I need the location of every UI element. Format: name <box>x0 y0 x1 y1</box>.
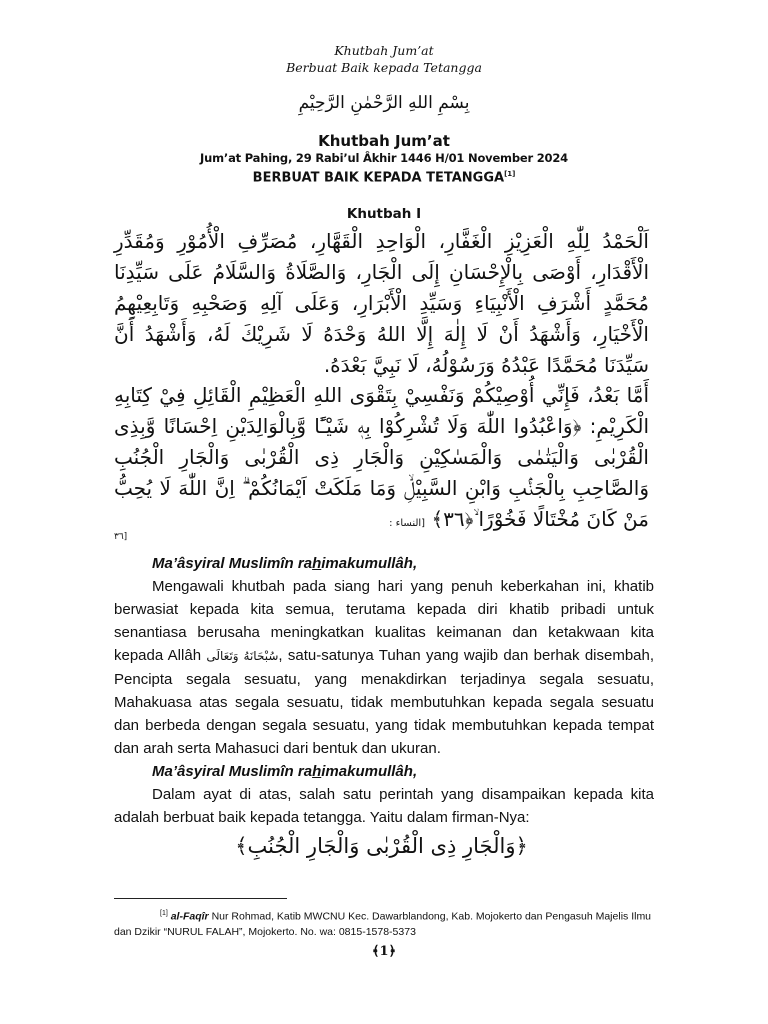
sermon-dateline: Jum’at Pahing, 29 Rabi’ul Âkhir 1446 H/01 November 2024 <box>200 151 568 165</box>
salutation-1 <box>114 552 654 575</box>
paragraph-2: Dalam ayat di atas, salah satu perintah yang disampaikan kepada kita adalah berbuat baik kepada tetangga. Yaitu dalam firman-Nya: <box>114 786 654 826</box>
section-one <box>114 552 654 829</box>
sermon-title: Khutbah Jum’at <box>318 132 450 150</box>
sermon-topic <box>0 166 768 186</box>
salutation-1-after: imakumullâh, <box>321 555 418 572</box>
footnote-author: al-Faqîr <box>170 910 209 923</box>
topic-footnote-marker: [1] <box>504 170 516 178</box>
arabic-opening-text: اَلْحَمْدُ لِلّٰهِ الْعَزِيْزِ الْغَفَّارِ، الْوَاحِدِ الْقَهَّارِ، مُصَرِّفِ الْأُمُوْرِ وَمُقَدِّرِ الْأَقْدَارِ، أَوْصَى بِالْإِحْسَانِ إِلَى الْجَارِ، وَالصَّلَاةُ وَالسَّلَامُ عَلَى سَيِّدِنَا مُحَمَّدٍ أَشْرَفِ الْأَنْبِيَاءِ وَسَيِّدِ الْأَبْرَارِ، وَعَلَى آلِهِ وَصَحْبِهِ وَتَابِعِيْهِمُ الْأَخْيَارِ، وَأَشْهَدُ أَنْ لَا إِلٰهَ إِلَّا اللهُ وَحْدَهُ لَا شَرِيْكَ لَهُ، وَأَشْهَدُ أَنَّ سَيِّدَنَا مُحَمَّدًا عَبْدُهُ وَرَسُوْلُهُ، لَا نَبِيَّ بَعْدَهُ. <box>114 229 649 377</box>
ayah-number: ٣٦] <box>114 532 128 542</box>
paragraph-1-arabic: سُبْحَانَهُ وَتَعَالَى <box>206 649 279 663</box>
paragraph-1-before: Mengawali khutbah pada siang hari yang penuh keberkahan ini, khatib berwasiat kepada kita semua, terutama kepada diri khatib pribadi untuk senantiasa berusaha meningkatkan kualitas keimanan dan ketakwaan kita kepada Allâh <box>114 578 654 664</box>
salutation-2-before: Ma’âsyiral Muslimîn ra <box>152 763 313 780</box>
salutation-2 <box>114 760 654 783</box>
footnote-divider <box>114 898 287 899</box>
salutation-2-after: imakumullâh, <box>321 763 418 780</box>
salutation-2-underlined: h <box>312 763 322 780</box>
running-subtitle: Berbuat Baik kepada Tetangga <box>286 60 482 75</box>
footnote-text: Nur Rohmad, Katib MWCNU Kec. Dawarblandong, Kab. Mojokerto dan Pengasuh Majelis Ilmu dan Dzikir “NURUL FALAH”, Mojokerto. No. wa: 0815-1578-5373 <box>114 910 652 938</box>
khutbah-heading: Khutbah I <box>346 206 422 222</box>
arabic-wasiat-text <box>114 380 649 539</box>
basmalah-calligraphy: بِسْمِ اللهِ الرَّحْمٰنِ الرَّحِيْمِ <box>298 93 470 113</box>
page-number: ﴾1﴿ <box>371 944 397 959</box>
title-block <box>0 132 768 186</box>
salutation-1-underlined: h <box>312 555 322 572</box>
running-header <box>0 42 768 76</box>
arabic-verse-quote: ﴿وَالْجَارِ ذِى الْقُرْبٰى وَالْجَارِ الْجُنُبِ﴾ <box>235 834 528 858</box>
salutation-1-before: Ma’âsyiral Muslimîn ra <box>152 555 313 572</box>
running-title: Khutbah Jum’at <box>334 43 434 58</box>
sermon-topic-text: BERBUAT BAIK KEPADA TETANGGA <box>252 170 505 186</box>
footnote-marker: [1] <box>160 910 168 917</box>
surah-reference: [النساء : <box>389 518 426 529</box>
footnote <box>114 906 654 940</box>
arabic-wasiat-body: أَمَّا بَعْدُ، فَإِنِّي أُوْصِيْكُمْ وَنَفْسِيْ بِتَقْوَى اللهِ الْعَظِيْمِ الْقَائِلِ فِيْ كِتَابِهِ الْكَرِيْمِ: ﴿وَاعْبُدُوا اللّٰهَ وَلَا تُشْرِكُوْا بِهٖ شَيْـًٔا وَّبِالْوَالِدَيْنِ اِحْسَانًا وَّبِذِى الْقُرْبٰى وَالْيَتٰمٰى وَالْمَسٰكِيْنِ وَالْجَارِ ذِى الْقُرْبٰى وَالْجَارِ الْجُنُبِ وَالصَّاحِبِ بِالْجَنْۢبِ وَابْنِ السَّبِيْلِۙ وَمَا مَلَكَتْ اَيْمَانُكُمْ ۗ اِنَّ اللّٰهَ لَا يُحِبُّ مَنْ كَانَ مُخْتَالًا فَخُوْرًا ۙ﴿٣٦﴾ <box>114 383 649 531</box>
paragraph-1 <box>114 575 654 760</box>
paragraph-1-after: , satu-satunya Tuhan yang wajib dan berhak disembah, Pencipta segala sesuatu, yang menakdirkan terjadinya segala sesuatu, Mahakuasa atas segala sesuatu, tidak membutuhkan kepada segala sesuatu dan berbeda dengan segala sesuatu, yang tidak membutuhkan kepada tempat dan arah serta Mahasuci dari bentuk dan ukuran. <box>114 647 655 757</box>
